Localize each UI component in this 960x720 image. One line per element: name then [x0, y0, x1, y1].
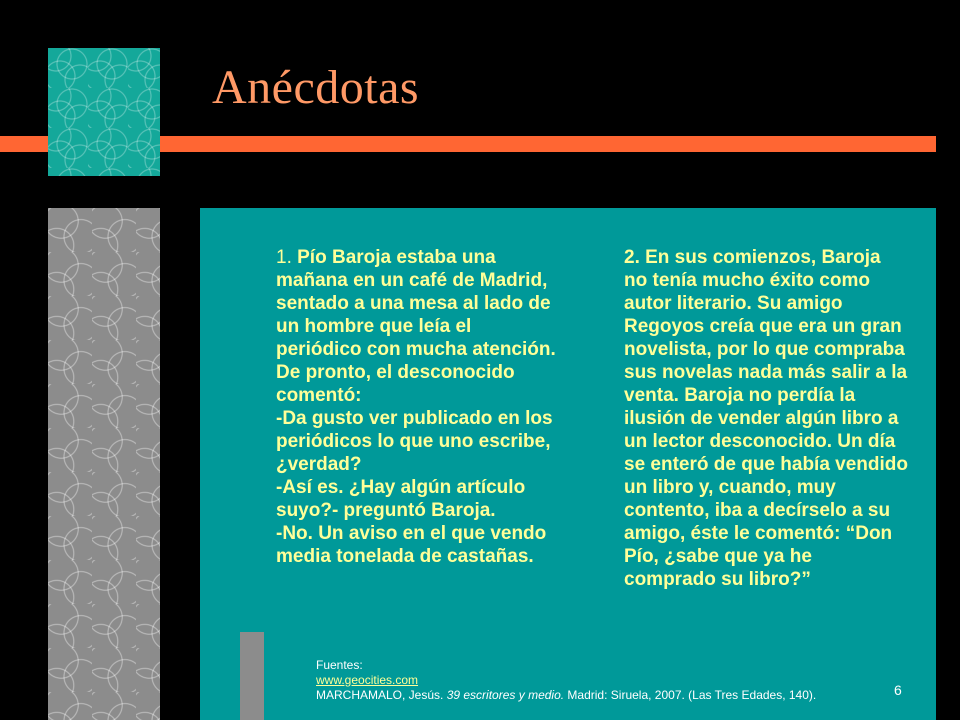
citation-title: 39 escritores y medio.	[446, 688, 565, 702]
sources-block	[316, 658, 916, 703]
anecdote-1	[276, 246, 561, 568]
slide-title: Anécdotas	[212, 61, 420, 114]
decorative-gray-column	[48, 208, 160, 720]
page-number: 6	[894, 682, 902, 698]
decorative-teal-square-overlay	[48, 48, 160, 176]
anecdote-2: 2. En sus comienzos, Baroja no tenía mucho éxito como autor literario. Su amigo Regoyos creía que era un gran novelista, por lo que compraba sus novelas nada más salir a la venta. Baroja no perdía la ilusión de vender algún libro a un lector desconocido. Un día se enteró de que había vendido un libro y, cuando, muy contento, iba a decírselo a su amigo, éste le comentó: “Don Pío, ¿sabe que ya he comprado su libro?”	[624, 247, 909, 590]
citation-rest: Madrid: Siruela, 2007. (Las Tres Edades, 140).	[564, 688, 817, 702]
anecdote-1-number: 1.	[276, 247, 292, 268]
citation-author: MARCHAMALO, Jesús.	[316, 688, 447, 702]
anecdote-1-text: Pío Baroja estaba una mañana en un café de Madrid, sentado a una mesa al lado de un hombre que leía el periódico con mucha atención. De pronto, el desconocido comentó: -Da gusto ver publicado en los periódicos lo que uno escribe, ¿verdad? -Así es. ¿Hay algún artículo suyo?- preguntó Baroja. -No. Un aviso en el que vendo media tonelada de castañas.	[276, 247, 556, 567]
sources-citation	[316, 688, 916, 703]
sources-label: Fuentes:	[316, 658, 363, 672]
decorative-gray-strip	[240, 632, 264, 720]
sources-link[interactable]: www.geocities.com	[316, 673, 419, 687]
